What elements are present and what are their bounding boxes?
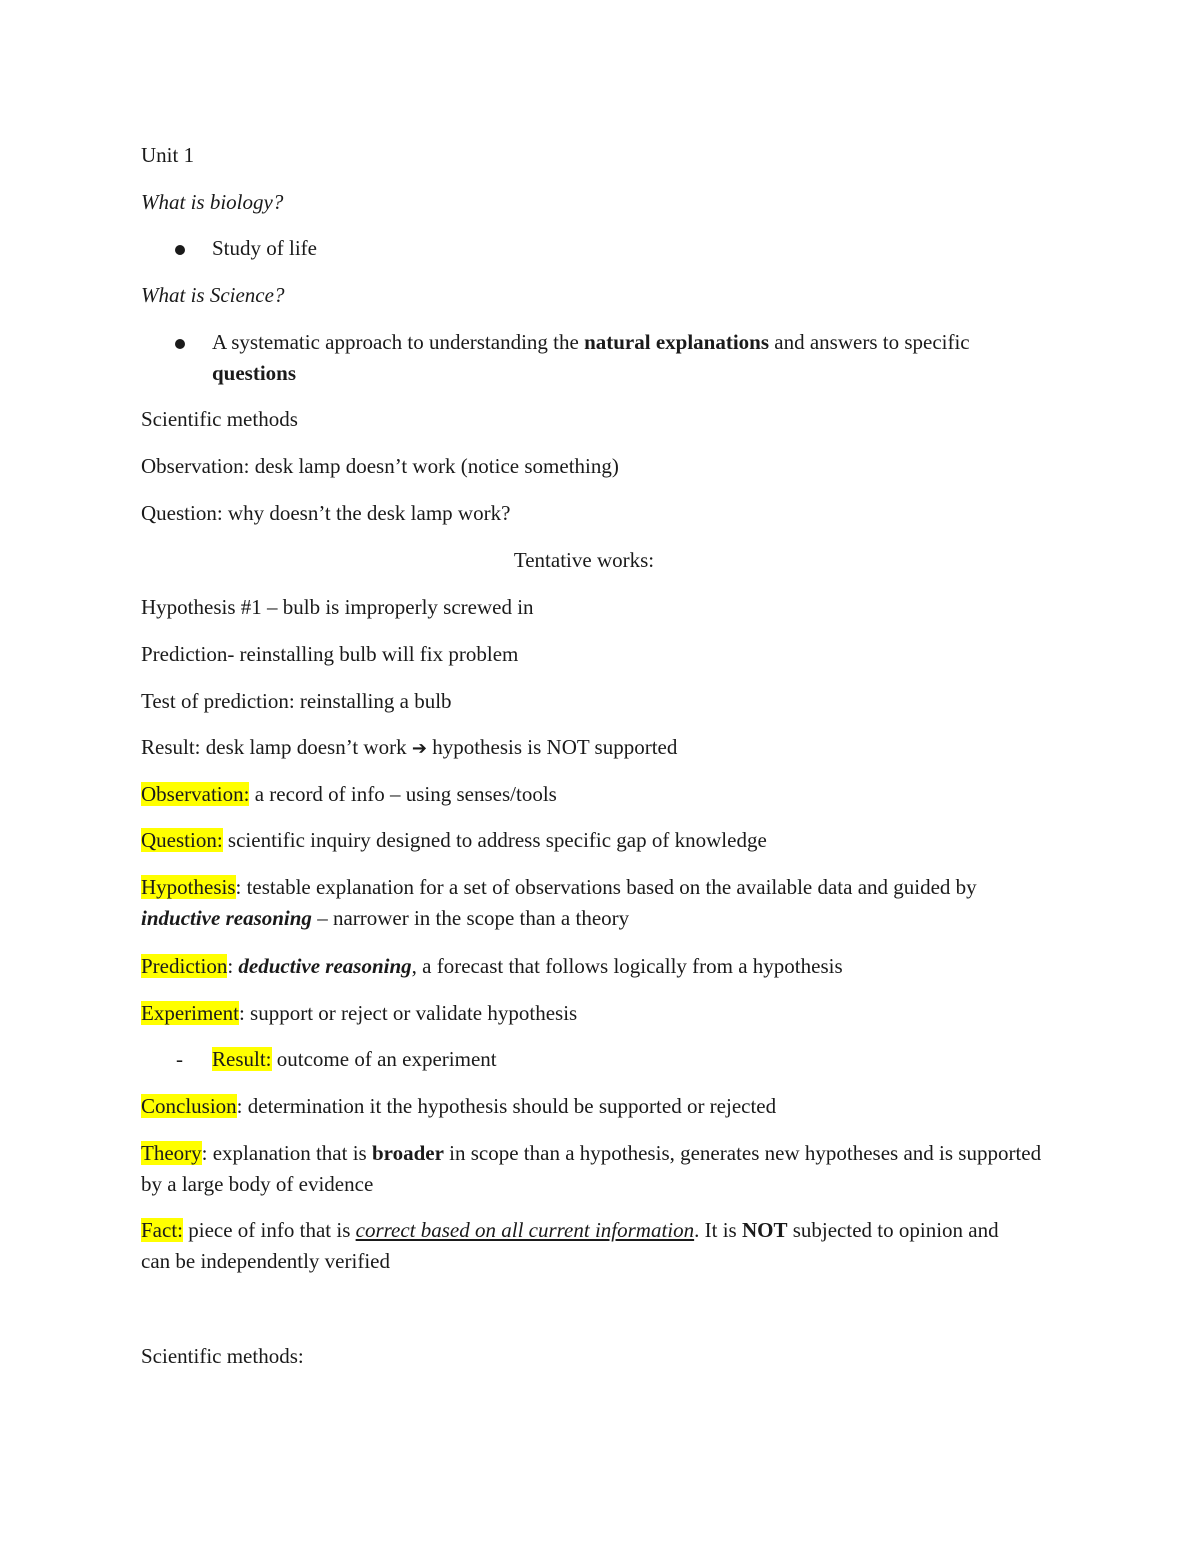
bullet-dot bbox=[175, 245, 185, 255]
definition-text: , a forecast that follows logically from a hypothesis bbox=[411, 954, 843, 978]
definition-prediction bbox=[141, 951, 843, 982]
question-science: What is Science? bbox=[141, 283, 285, 307]
question-example: Question: why doesn’t the desk lamp work? bbox=[141, 501, 511, 525]
test-example: Test of prediction: reinstalling a bulb bbox=[141, 689, 452, 713]
term-highlight: Hypothesis bbox=[141, 875, 236, 899]
definition-emphasis: deductive reasoning bbox=[238, 954, 412, 978]
definition-underlined: correct based on all current information bbox=[355, 1218, 695, 1242]
heading-scientific-methods: Scientific methods bbox=[141, 407, 298, 431]
result-example bbox=[141, 732, 677, 764]
definition-question bbox=[141, 825, 767, 856]
definition-conclusion bbox=[141, 1091, 776, 1122]
bullet-dot bbox=[175, 339, 185, 349]
definition-text: : testable explanation for a set of observations based on the available data and guided by bbox=[235, 875, 977, 899]
definition-text: : determination it the hypothesis should be supported or rejected bbox=[236, 1094, 777, 1118]
definition-fact bbox=[141, 1215, 1011, 1277]
answer-science-text: A systematic approach to understanding the bbox=[212, 330, 585, 354]
definition-text: subjected to opinion and can be independently verified bbox=[141, 1218, 999, 1273]
definition-text: in scope than a hypothesis, generates new hypotheses and is supported by a large body of evidence bbox=[141, 1141, 1042, 1196]
definition-observation bbox=[141, 779, 557, 810]
definition-text: : bbox=[227, 954, 239, 978]
definition-emphasis: inductive reasoning bbox=[141, 906, 312, 930]
definition-emphasis: NOT bbox=[741, 1218, 788, 1242]
arrow-right-icon: ➔ bbox=[411, 738, 427, 759]
definition-text: : explanation that is bbox=[201, 1141, 372, 1165]
term-highlight: Fact: bbox=[141, 1218, 183, 1242]
hypothesis-example: Hypothesis #1 – bulb is improperly screwed in bbox=[141, 595, 534, 619]
answer-science bbox=[212, 327, 1012, 389]
answer-science-bold: natural explanations bbox=[584, 330, 770, 354]
term-highlight: Question: bbox=[141, 828, 223, 852]
answer-science-bold: questions bbox=[212, 361, 297, 385]
tentative-works: Tentative works: bbox=[513, 548, 655, 572]
result-example-text: Result: desk lamp doesn’t work bbox=[141, 735, 412, 759]
definition-text: piece of info that is bbox=[183, 1218, 356, 1242]
definition-text: – narrower in the scope than a theory bbox=[311, 906, 630, 930]
result-example-text: hypothesis is NOT supported bbox=[426, 735, 678, 759]
definition-hypothesis bbox=[141, 872, 1061, 934]
term-highlight: Theory bbox=[141, 1141, 202, 1165]
list-dash: - bbox=[176, 1047, 183, 1071]
term-highlight: Conclusion bbox=[141, 1094, 237, 1118]
definition-text: . It is bbox=[694, 1218, 742, 1242]
prediction-example: Prediction- reinstalling bulb will fix problem bbox=[141, 642, 519, 666]
definition-result bbox=[212, 1044, 497, 1075]
definition-text: : support or reject or validate hypothesis bbox=[238, 1001, 578, 1025]
question-biology: What is biology? bbox=[141, 190, 284, 214]
term-highlight: Result: bbox=[212, 1047, 272, 1071]
answer-science-text: and answers to specific bbox=[769, 330, 970, 354]
term-highlight: Observation: bbox=[141, 782, 250, 806]
term-highlight: Prediction bbox=[141, 954, 228, 978]
definition-emphasis: broader bbox=[371, 1141, 444, 1165]
definition-experiment bbox=[141, 998, 577, 1029]
definition-text: a record of info – using senses/tools bbox=[249, 782, 557, 806]
answer-biology: Study of life bbox=[212, 236, 317, 260]
heading-scientific-methods-2: Scientific methods: bbox=[141, 1344, 304, 1368]
unit-title: Unit 1 bbox=[141, 143, 195, 167]
term-highlight: Experiment bbox=[141, 1001, 239, 1025]
definition-text: scientific inquiry designed to address specific gap of knowledge bbox=[222, 828, 767, 852]
definition-text: outcome of an experiment bbox=[271, 1047, 497, 1071]
definition-theory bbox=[141, 1138, 1061, 1200]
observation-example: Observation: desk lamp doesn’t work (notice something) bbox=[141, 454, 619, 478]
